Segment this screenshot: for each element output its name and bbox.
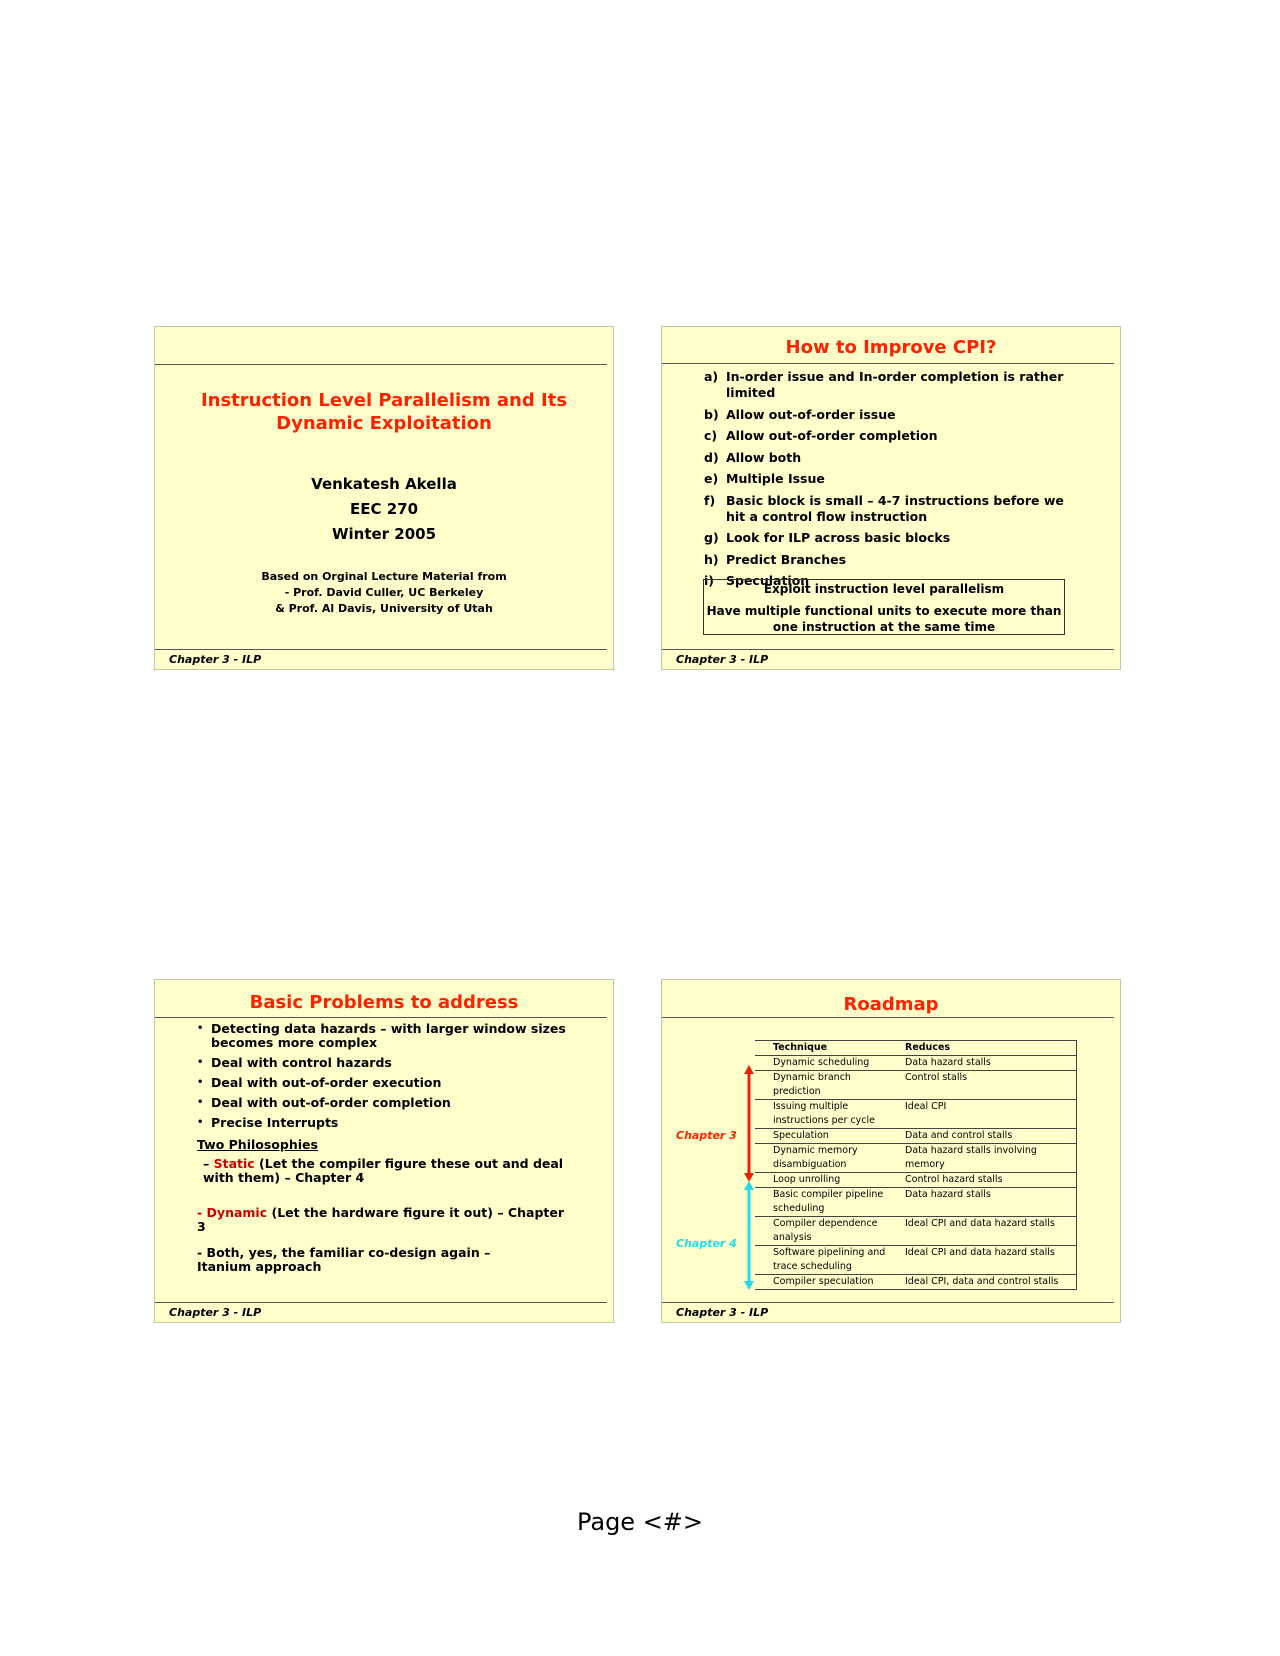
credits-line-3: & Prof. Al Davis, University of Utah <box>275 602 493 615</box>
static-keyword: Static <box>213 1156 255 1171</box>
codesign-item: - Both, yes, the familiar co-design again – Itanium approach <box>197 1245 491 1274</box>
cell-reduces: Data hazard stalls involving memory <box>893 1144 1077 1173</box>
table-row <box>755 1275 1077 1290</box>
item-letter: g) <box>704 530 719 545</box>
table-row <box>755 1129 1077 1144</box>
slide-rule-top <box>662 363 1114 364</box>
item-text: Basic block is small – 4-7 instructions before we hit a control flow instruction <box>726 492 1064 524</box>
table-row <box>755 1100 1077 1129</box>
slide-rule-bottom <box>662 649 1114 650</box>
item-text: In-order issue and In-order completion is rather limited <box>726 369 1064 400</box>
cell-reduces: Ideal CPI and data hazard stalls <box>893 1217 1077 1246</box>
slide-rule-bottom <box>662 1302 1114 1303</box>
cell-technique: Loop unrolling <box>755 1173 893 1188</box>
cell-technique: Speculation <box>755 1129 893 1144</box>
item-text: Predict Branches <box>726 551 847 567</box>
item-letter: b) <box>704 406 719 422</box>
item-letter: d) <box>704 449 719 465</box>
cell-technique: Dynamic scheduling <box>755 1056 893 1071</box>
cell-technique: Software pipelining and trace scheduling <box>755 1246 893 1275</box>
credits-line-1: Based on Orginal Lecture Material from <box>261 570 507 583</box>
credits-block <box>155 569 613 617</box>
table-row <box>755 1144 1077 1173</box>
chapter-arrows <box>740 1065 758 1291</box>
item-text: Look for ILP across basic blocks <box>726 530 951 545</box>
chapter4-label: Chapter 4 <box>676 1237 737 1250</box>
slide-improve-cpi <box>661 326 1121 670</box>
slide-title-text <box>155 389 613 435</box>
item-letter: a) <box>704 369 719 384</box>
author-block <box>155 472 613 547</box>
slide-title <box>154 326 614 670</box>
credits-line-2: - Prof. David Culler, UC Berkeley <box>284 586 484 599</box>
slide-footer: Chapter 3 - ILP <box>676 1306 769 1319</box>
course-code: EEC 270 <box>349 500 419 518</box>
term: Winter 2005 <box>331 525 437 543</box>
list-item: • Deal with out-of-order execution <box>197 1076 577 1090</box>
list-item: • Detecting data hazards – with larger window sizes becomes more complex <box>197 1022 577 1050</box>
table-row <box>755 1246 1077 1275</box>
list-item <box>704 471 1086 487</box>
cell-reduces: Ideal CPI and data hazard stalls <box>893 1246 1077 1275</box>
title-line-2: Dynamic Exploitation <box>276 413 492 434</box>
cpi-list <box>704 369 1086 595</box>
table-row <box>755 1173 1077 1188</box>
cell-reduces: Data and control stalls <box>893 1129 1077 1144</box>
summary-line-1: Exploit instruction level parallelism <box>763 582 1005 596</box>
item-letter: e) <box>704 471 719 486</box>
cell-technique: Issuing multiple instructions per cycle <box>755 1100 893 1129</box>
cell-technique: Compiler speculation <box>755 1275 893 1290</box>
cell-technique: Compiler dependence analysis <box>755 1217 893 1246</box>
slide-rule-bottom <box>155 649 607 650</box>
slide-title-text: Roadmap <box>843 994 939 1015</box>
slide-title-text: Basic Problems to address <box>249 992 519 1013</box>
item-letter: i) <box>704 573 714 588</box>
item-letter: f) <box>704 492 716 508</box>
chapter3-label: Chapter 3 <box>676 1129 737 1142</box>
slide-rule-top <box>662 1017 1114 1018</box>
list-item <box>704 407 1086 423</box>
list-item <box>704 530 1086 546</box>
list-item: • Deal with control hazards <box>197 1056 577 1070</box>
dynamic-text: (Let the hardware figure it out) – Chapter 3 <box>197 1205 565 1234</box>
cell-reduces: Data hazard stalls <box>893 1188 1077 1217</box>
item-text: Allow out-of-order issue <box>726 406 896 422</box>
table-row <box>755 1056 1077 1071</box>
cell-reduces: Data hazard stalls <box>893 1056 1077 1071</box>
list-item <box>704 552 1086 568</box>
problem-list <box>197 1022 577 1136</box>
title-line-1: Instruction Level Parallelism and Its <box>200 390 568 411</box>
item-text: Multiple Issue <box>726 471 825 486</box>
slide-rule-top <box>155 1017 607 1018</box>
item-letter: h) <box>704 551 719 567</box>
col-header-reduces: Reduces <box>893 1041 1077 1056</box>
slide-rule-bottom <box>155 1302 607 1303</box>
list-item <box>704 450 1086 466</box>
cell-technique: Basic compiler pipeline scheduling <box>755 1188 893 1217</box>
col-header-technique: Technique <box>755 1041 893 1056</box>
roadmap-table <box>755 1040 1077 1290</box>
table-row <box>755 1217 1077 1246</box>
slide-roadmap <box>661 979 1121 1323</box>
chapter4-double-arrow-icon <box>744 1181 754 1290</box>
cell-technique: Dynamic branch prediction <box>755 1071 893 1100</box>
chapter3-double-arrow-icon <box>744 1065 754 1182</box>
cell-reduces: Control stalls <box>893 1071 1077 1100</box>
list-item <box>704 493 1086 525</box>
slide-footer: Chapter 3 - ILP <box>169 653 262 666</box>
slide-rule-top <box>155 364 607 365</box>
dynamic-keyword: Dynamic <box>206 1205 268 1220</box>
slide-footer: Chapter 3 - ILP <box>676 653 769 666</box>
item-text: Allow both <box>726 449 802 465</box>
cell-reduces: Control hazard stalls <box>893 1173 1077 1188</box>
slide-footer: Chapter 3 - ILP <box>169 1306 262 1319</box>
dynamic-item <box>197 1206 567 1234</box>
table-row <box>755 1071 1077 1100</box>
page-number-label: Page <#> <box>576 1508 704 1536</box>
philosophies-heading: Two Philosophies <box>197 1137 318 1152</box>
dash: – <box>203 1156 214 1171</box>
table-row <box>755 1188 1077 1217</box>
summary-line-2: Have multiple functional units to execute more than one instruction at the same time <box>706 604 1062 634</box>
author-name: Venkatesh Akella <box>311 475 457 493</box>
list-item <box>704 428 1086 444</box>
summary-box <box>703 579 1065 635</box>
slide-title-text: How to Improve CPI? <box>785 337 997 358</box>
list-item: • Deal with out-of-order completion <box>197 1096 577 1110</box>
cell-reduces: Ideal CPI, data and control stalls <box>893 1275 1077 1290</box>
list-item: • Precise Interrupts <box>197 1116 577 1130</box>
static-text: (Let the compiler figure these out and deal with them) – Chapter 4 <box>203 1156 564 1185</box>
item-text: Speculation <box>726 573 810 588</box>
item-letter: c) <box>704 428 718 443</box>
item-text: Allow out-of-order completion <box>726 428 938 443</box>
cell-technique: Dynamic memory disambiguation <box>755 1144 893 1173</box>
static-item <box>203 1157 573 1185</box>
list-item <box>704 369 1086 401</box>
cell-reduces: Ideal CPI <box>893 1100 1077 1129</box>
table-header-row <box>755 1041 1077 1056</box>
slide-basic-problems <box>154 979 614 1323</box>
dash: - <box>197 1205 207 1220</box>
